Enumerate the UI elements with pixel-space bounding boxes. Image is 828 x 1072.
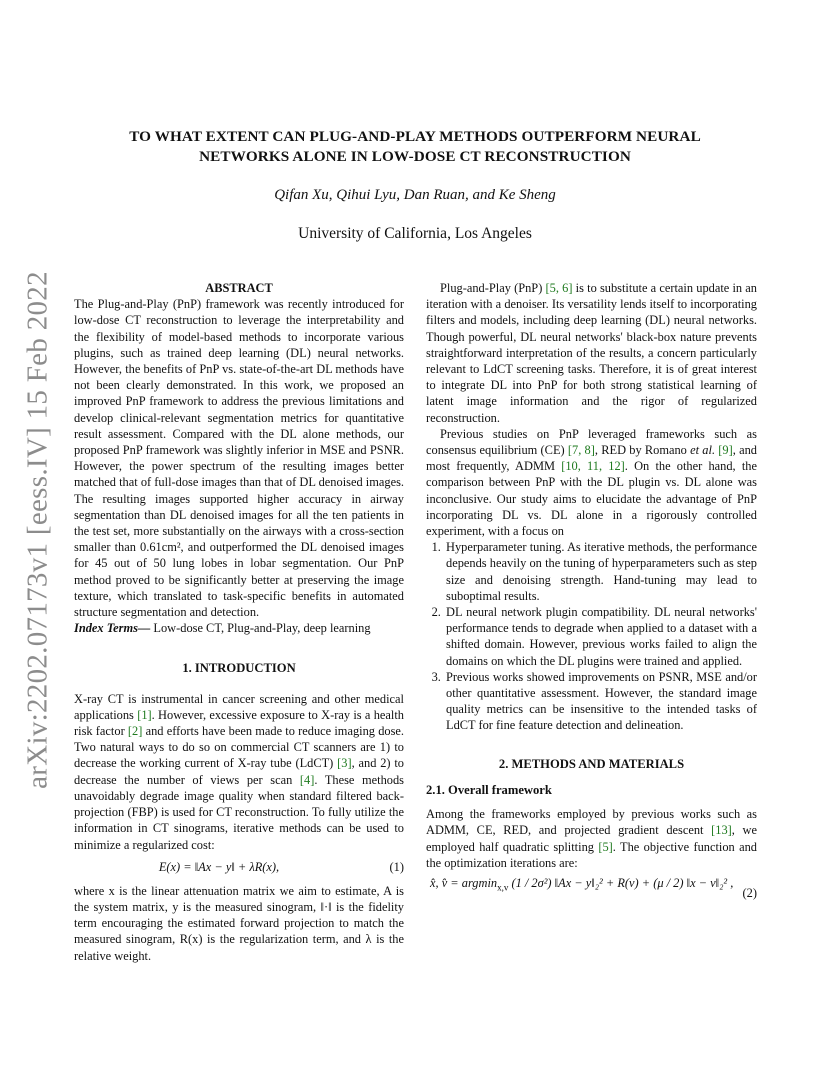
- citation-link[interactable]: [3]: [337, 756, 352, 771]
- citation-link[interactable]: [13]: [711, 823, 732, 838]
- equation-2-rhs: (1 / 2σ²) ‖Ax − y‖₂² + R(v) + (μ / 2) ‖x − v‖₂² ,: [511, 875, 734, 890]
- focus-list: [426, 539, 757, 733]
- framework-paragraph: [426, 806, 757, 871]
- intro-paragraph-2: where x is the linear attenuation matrix we aim to estimate, A is the system matrix, y is the measured sinogram, ‖·‖ is the fidelity term encouraging the estimated forward projection to match the measured sinogram, R(x) is the regularization term, and λ is the relative weight.: [74, 883, 404, 963]
- index-terms: [74, 620, 404, 636]
- text-run: . However, excessive exposure to X-ray is a health risk factor: [74, 707, 404, 739]
- citation-link[interactable]: [2]: [127, 724, 143, 739]
- overall-framework-heading: 2.1. Overall framework: [426, 782, 552, 797]
- focus-list-item: 1. Hyperparameter tuning. As iterative methods, the performance depends heavily on the tuning of hyperparameters such as step size and denoising strength. Hand-tuning may lead to suboptimal results.: [444, 539, 757, 604]
- text-run: Plug-and-Play (PnP): [440, 281, 546, 295]
- equation-2: [426, 871, 757, 909]
- abstract-heading: ABSTRACT: [205, 281, 273, 295]
- text-run: . These methods unavoidably degrade image quality when standard filtered back-projection (FBP) is used for CT reconstruction. To fully utilize the information in CT sinograms, iterative methods can be used to minimize a regularized cost:: [74, 772, 404, 852]
- text-run: Among the frameworks employed by previous works such as ADMM, CE, RED, and projected gradient descent: [426, 807, 757, 838]
- text-run: is to substitute a certain update in an iteration with a denoiser. Its versatility lends itself to incorporating filters and models, including deep learning (DL) neural networks. Though powerful, DL neural networks' black-box nature prevents straightforward interpretation of the results, a concern particularly relevant to LdCT screening tasks. Therefore, it is of great interest to integrate DL into PnP for both strong statistical learning of latent image information and the rigor of regularized reconstruction.: [426, 281, 758, 425]
- equation-1: [74, 853, 404, 883]
- affiliation: University of California, Los Angeles: [298, 225, 532, 242]
- equation-2-number: (2): [742, 885, 757, 900]
- text-run: X-ray CT is instrumental in cancer screening and other medical applications: [74, 691, 404, 722]
- focus-list-item: 2. DL neural network plugin compatibility. DL neural networks' performance tends to degrade when applied to a dataset with a shifted domain. However, previous works failed to align the domains on which the DL plugins were trained and applied.: [444, 604, 757, 669]
- previous-studies-paragraph: [426, 426, 757, 539]
- right-column: [426, 280, 757, 909]
- citation-link[interactable]: [10, 11, 12]: [561, 459, 625, 474]
- text-run: , and most frequently, ADMM: [426, 443, 757, 474]
- text-run: , and 2) to decrease the number of views per scan: [74, 756, 405, 787]
- citation-link[interactable]: [5]: [598, 839, 613, 854]
- title-line-1: TO WHAT EXTENT CAN PLUG-AND-PLAY METHODS OUTPERFORM NEURAL: [129, 128, 701, 145]
- paper-title: [90, 127, 740, 167]
- index-terms-label: Index Terms—: [74, 621, 151, 636]
- citation-link[interactable]: [1]: [137, 707, 152, 722]
- focus-list-item: 3. Previous works showed improvements on PSNR, MSE and/or other quantitative assessment. However, the standard image quality metrics can be insensitive to the intended tasks of LdCT for fine feature detection and delineation.: [444, 669, 757, 734]
- equation-2-body: [430, 875, 733, 896]
- citation-link[interactable]: [5, 6]: [545, 281, 573, 295]
- left-column: [74, 280, 404, 964]
- citation-link[interactable]: [7, 8]: [567, 443, 595, 458]
- equation-1-number: (1): [389, 859, 404, 874]
- equation-2-lhs: x̂, v̂ = argmin: [430, 875, 498, 890]
- equation-2-subscript: x,v: [497, 882, 509, 893]
- arxiv-sidebar-stamp: [8, 270, 68, 790]
- text-run: Previous studies on PnP leveraged frameworks such as consensus equilibrium (CE): [426, 426, 757, 458]
- abstract-text: The Plug-and-Play (PnP) framework was recently introduced for low-dose CT reconstruction to leverage the interpretability and the flexibility of model-based methods to incorporate various plugins, such as trained deep learning (DL) neural networks. However, the benefits of PnP vs. state-of-the-art DL methods have not been clearly demonstrated. In this work, we proposed an improved PnP framework to address the previous limitations and develop clinical-relevant segmentation metrics for quantitative result assessment. Compared with the DL alone methods, our proposed PnP framework was slightly inferior in MSE and PSNR. However, the power spectrum of the resulting images better matched that of full-dose images than that of DL denoised images. The resulting images supported higher accuracy in airway segmentation than DL denoised images for all the ten patients in the test set, more substantially on the airways with a cross-section smaller than 0.61cm², and outperformed the DL denoised images for 45 out of 50 lung lobes in lobar segmentation. Our PnP method proved to be significantly better at preserving the image texture, which translated to task-specific benefits in automated structure segmentation and detection.: [74, 297, 404, 620]
- text-run: and efforts have been made to reduce imaging dose. Two natural ways to do so on commercial CT scanners are 1) to decrease the working current of X-ray tube (LdCT): [74, 724, 405, 771]
- citation-link[interactable]: [9]: [718, 443, 733, 458]
- text-run: , we employed half quadratic splitting: [426, 823, 757, 854]
- pnp-paragraph: [426, 280, 757, 426]
- arxiv-id-label: arXiv:2202.07173v1 [eess.IV] 15 Feb 2022: [21, 271, 54, 789]
- methods-heading: 2. METHODS AND MATERIALS: [498, 756, 685, 771]
- equation-1-body: E(x) = ‖Ax − y‖ + λR(x),: [158, 859, 280, 874]
- intro-paragraph-1: [74, 691, 404, 853]
- title-line-2: NETWORKS ALONE IN LOW-DOSE CT RECONSTRUCTION: [199, 148, 631, 165]
- author-list: Qifan Xu, Qihui Lyu, Dan Ruan, and Ke Sheng: [274, 187, 556, 203]
- intro-heading: 1. INTRODUCTION: [182, 661, 296, 676]
- text-run: , RED by Romano: [594, 443, 691, 458]
- et-al-text: et al.: [690, 443, 716, 458]
- text-run: . The objective function and the optimization iterations are:: [426, 839, 757, 870]
- text-run: . On the other hand, the comparison between PnP with the DL plugin vs. DL alone was inconclusive. Our study aims to elucidate the advantage of PnP incorporating DL vs. DL alone in a rigorously controlled experiment, with a focus on: [426, 459, 757, 539]
- citation-link[interactable]: [4]: [299, 772, 315, 787]
- index-terms-text: Low-dose CT, Plug-and-Play, deep learning: [150, 621, 371, 636]
